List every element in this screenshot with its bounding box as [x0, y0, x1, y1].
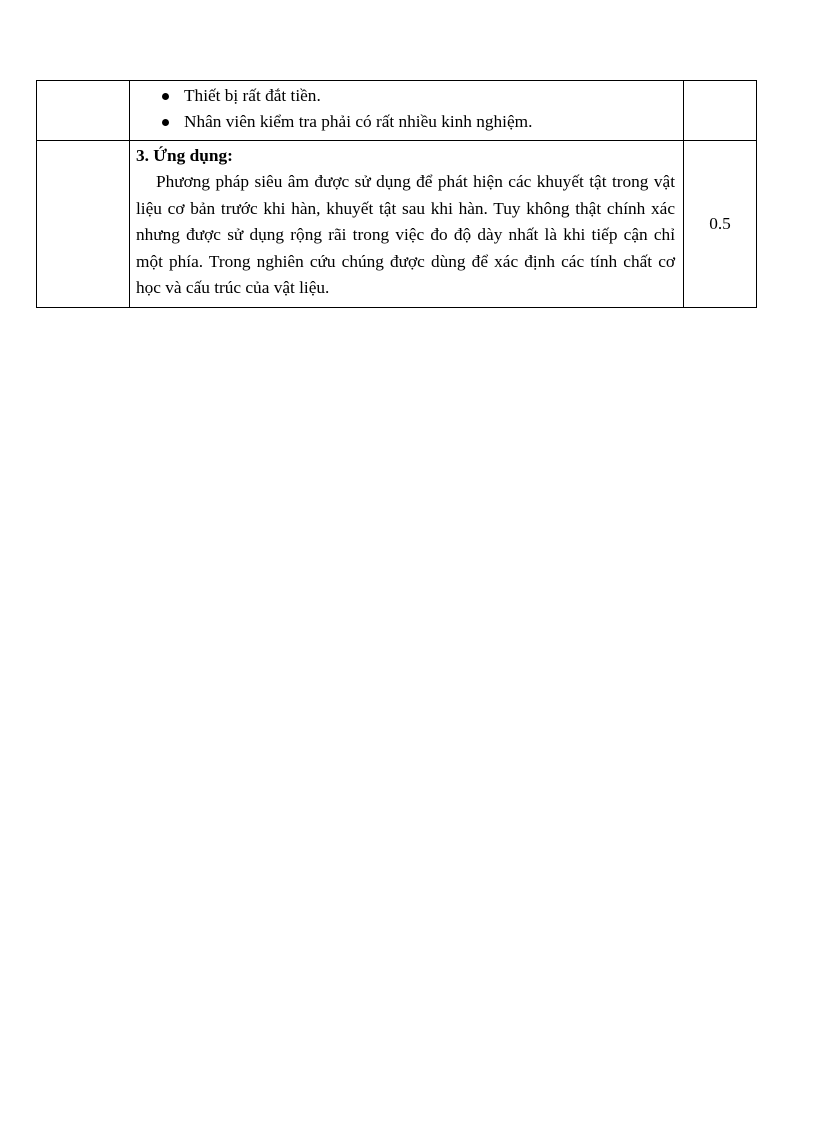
section-heading: 3. Ứng dụng: [136, 146, 233, 165]
table-cell-left [37, 141, 130, 308]
table-cell-score: 0.5 [684, 141, 757, 308]
list-item [136, 83, 675, 109]
table-cell-left [37, 81, 130, 141]
bullet-list [136, 83, 675, 135]
answer-table [36, 80, 757, 308]
section-body: Phương pháp siêu âm được sử dụng để phát hiện các khuyết tật trong vật liệu cơ bản trước khi hàn, khuyết tật sau khi hàn. Tuy không thật chính xác nhưng được sử dụng rộng rãi trong việc đo độ dày nhất là khi tiếp cận chỉ một phía. Trong nghiên cứu chúng được dùng để xác định các tính chất cơ học và cấu trúc của vật liệu. [136, 172, 675, 297]
table-cell-content [130, 81, 684, 141]
bullet-icon [162, 93, 169, 100]
bullet-icon [162, 119, 169, 126]
table-row [37, 141, 757, 308]
list-item-text: Nhân viên kiểm tra phải có rất nhiều kinh nghiệm. [184, 112, 533, 131]
list-item-text: Thiết bị rất đắt tiền. [184, 86, 321, 105]
list-item [136, 109, 675, 135]
table-cell-content [130, 141, 684, 308]
table-row [37, 81, 757, 141]
table-cell-score [684, 81, 757, 141]
